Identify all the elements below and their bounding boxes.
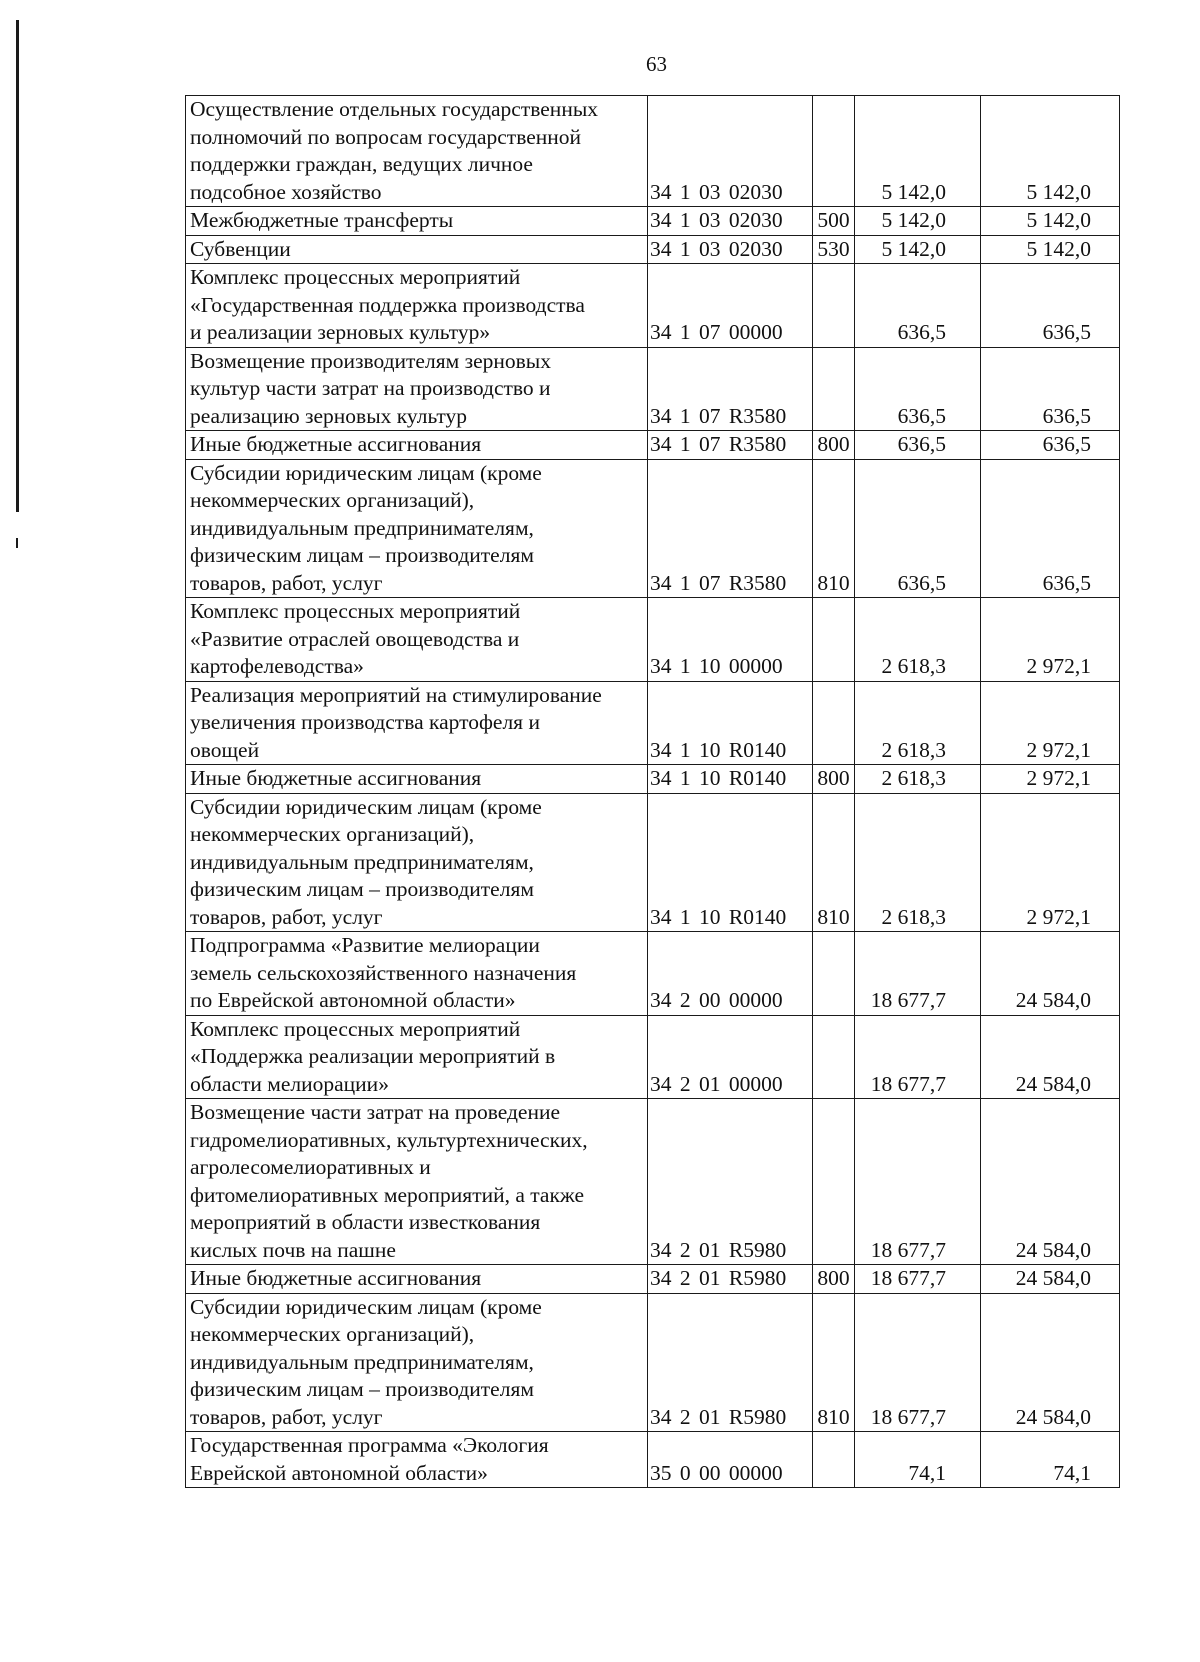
amount-year-2-cell: 5 142,0 [981,96,1120,207]
item-name-cell: Иные бюджетные ассигнования [186,1265,648,1294]
expense-type-cell [813,598,855,682]
amount-year-1-cell: 636,5 [855,431,981,460]
amount-year-1-cell: 636,5 [855,459,981,598]
expense-type-cell: 810 [813,1293,855,1432]
amount-year-1-cell: 2 618,3 [855,793,981,932]
target-code-cell: 34 2 01 R5980 [648,1293,813,1432]
table-row [186,598,1120,682]
amount-year-1-cell: 5 142,0 [855,96,981,207]
scan-margin-line [16,20,19,512]
target-code-cell: 34 1 10 R0140 [648,793,813,932]
item-name-cell: Подпрограмма «Развитие мелиорации земель сельскохозяйственного назначения по Еврейской автономной области» [186,932,648,1016]
amount-year-2-cell: 24 584,0 [981,1015,1120,1099]
amount-year-1-cell: 636,5 [855,347,981,431]
expense-type-cell [813,347,855,431]
item-name-cell: Межбюджетные трансферты [186,207,648,236]
table-row [186,1099,1120,1265]
target-code-cell: 34 1 03 02030 [648,207,813,236]
item-name-cell: Осуществление отдельных государственных полномочий по вопросам государственной поддержки граждан, ведущих личное подсобное хозяйство [186,96,648,207]
item-name-cell: Иные бюджетные ассигнования [186,765,648,794]
amount-year-1-cell: 5 142,0 [855,207,981,236]
target-code-cell: 34 2 01 R5980 [648,1265,813,1294]
amount-year-1-cell: 18 677,7 [855,1099,981,1265]
target-code-cell: 34 1 03 02030 [648,235,813,264]
amount-year-2-cell: 636,5 [981,264,1120,348]
item-name-cell: Субвенции [186,235,648,264]
target-code-cell: 34 1 07 00000 [648,264,813,348]
amount-year-1-cell: 18 677,7 [855,1015,981,1099]
table-row [186,765,1120,794]
expense-type-cell [813,932,855,1016]
amount-year-2-cell: 636,5 [981,459,1120,598]
item-name-cell: Субсидии юридическим лицам (кроме некоммерческих организаций), индивидуальным предпринимателям, физическим лицам – производителям товаров, работ, услуг [186,1293,648,1432]
table-row [186,235,1120,264]
item-name-cell: Государственная программа «Экология Еврейской автономной области» [186,1432,648,1488]
target-code-cell: 34 1 07 R3580 [648,431,813,460]
target-code-cell: 34 1 10 R0140 [648,681,813,765]
amount-year-1-cell: 2 618,3 [855,598,981,682]
table-row [186,347,1120,431]
amount-year-2-cell: 5 142,0 [981,207,1120,236]
expense-type-cell [813,1099,855,1265]
expense-type-cell [813,264,855,348]
table-row [186,1293,1120,1432]
expense-type-cell: 500 [813,207,855,236]
target-code-cell: 34 1 10 00000 [648,598,813,682]
expense-type-cell [813,1015,855,1099]
table-row [186,431,1120,460]
amount-year-2-cell: 24 584,0 [981,932,1120,1016]
budget-table [185,95,1120,1488]
expense-type-cell: 800 [813,431,855,460]
expense-type-cell: 810 [813,793,855,932]
table-row [186,681,1120,765]
amount-year-2-cell: 2 972,1 [981,681,1120,765]
amount-year-2-cell: 2 972,1 [981,765,1120,794]
item-name-cell: Субсидии юридическим лицам (кроме некоммерческих организаций), индивидуальным предпринимателям, физическим лицам – производителям товаров, работ, услуг [186,459,648,598]
target-code-cell: 34 1 10 R0140 [648,765,813,794]
target-code-cell: 34 2 01 00000 [648,1015,813,1099]
amount-year-2-cell: 24 584,0 [981,1265,1120,1294]
item-name-cell: Возмещение части затрат на проведение гидромелиоративных, культуртехнических, агролесомелиоративных и фитомелиоративных мероприятий, а также мероприятий в области известкования кислых почв на пашне [186,1099,648,1265]
expense-type-cell: 810 [813,459,855,598]
amount-year-2-cell: 74,1 [981,1432,1120,1488]
table-row [186,96,1120,207]
amount-year-1-cell: 5 142,0 [855,235,981,264]
amount-year-1-cell: 2 618,3 [855,765,981,794]
expense-type-cell: 800 [813,765,855,794]
amount-year-1-cell: 636,5 [855,264,981,348]
target-code-cell: 34 1 03 02030 [648,96,813,207]
table-row [186,207,1120,236]
table-row [186,932,1120,1016]
amount-year-1-cell: 18 677,7 [855,1293,981,1432]
budget-table-body [186,96,1120,1488]
item-name-cell: Возмещение производителям зерновых культур части затрат на производство и реализацию зерновых культур [186,347,648,431]
item-name-cell: Реализация мероприятий на стимулирование увеличения производства картофеля и овощей [186,681,648,765]
amount-year-2-cell: 636,5 [981,347,1120,431]
amount-year-1-cell: 2 618,3 [855,681,981,765]
amount-year-2-cell: 2 972,1 [981,793,1120,932]
expense-type-cell [813,681,855,765]
target-code-cell: 34 2 01 R5980 [648,1099,813,1265]
item-name-cell: Комплекс процессных мероприятий «Развитие отраслей овощеводства и картофелеводства» [186,598,648,682]
expense-type-cell [813,1432,855,1488]
item-name-cell: Комплекс процессных мероприятий «Государственная поддержка производства и реализации зерновых культур» [186,264,648,348]
expense-type-cell: 530 [813,235,855,264]
page-number: 63 [646,52,667,76]
amount-year-2-cell: 5 142,0 [981,235,1120,264]
amount-year-2-cell: 2 972,1 [981,598,1120,682]
target-code-cell: 34 1 07 R3580 [648,459,813,598]
target-code-cell: 34 2 00 00000 [648,932,813,1016]
table-row [186,1015,1120,1099]
amount-year-2-cell: 24 584,0 [981,1099,1120,1265]
amount-year-2-cell: 24 584,0 [981,1293,1120,1432]
item-name-cell: Комплекс процессных мероприятий «Поддержка реализации мероприятий в области мелиорации» [186,1015,648,1099]
table-row [186,1265,1120,1294]
expense-type-cell: 800 [813,1265,855,1294]
item-name-cell: Иные бюджетные ассигнования [186,431,648,460]
amount-year-1-cell: 18 677,7 [855,932,981,1016]
target-code-cell: 35 0 00 00000 [648,1432,813,1488]
item-name-cell: Субсидии юридическим лицам (кроме некоммерческих организаций), индивидуальным предпринимателям, физическим лицам – производителям товаров, работ, услуг [186,793,648,932]
scan-margin-mark [16,538,18,548]
amount-year-1-cell: 74,1 [855,1432,981,1488]
expense-type-cell [813,96,855,207]
target-code-cell: 34 1 07 R3580 [648,347,813,431]
amount-year-1-cell: 18 677,7 [855,1265,981,1294]
table-row [186,1432,1120,1488]
amount-year-2-cell: 636,5 [981,431,1120,460]
table-row [186,264,1120,348]
table-row [186,459,1120,598]
table-row [186,793,1120,932]
